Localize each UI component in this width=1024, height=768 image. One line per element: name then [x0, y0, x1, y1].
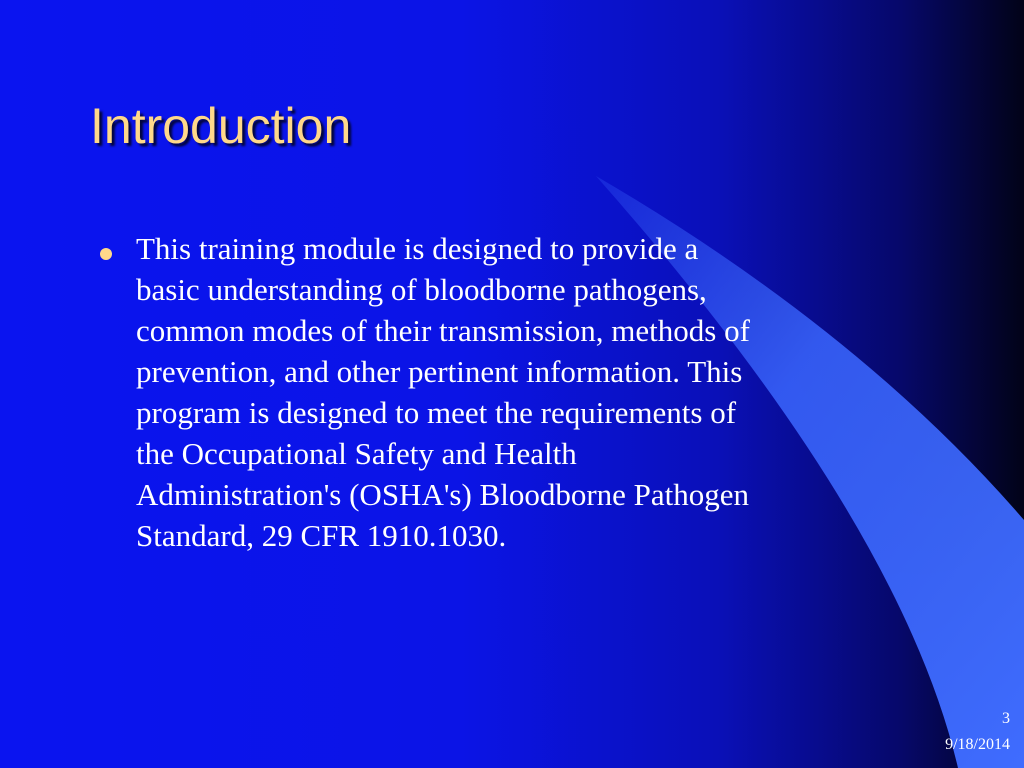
- bullet-item: [96, 228, 936, 556]
- slide-date: 9/18/2014: [945, 736, 1010, 753]
- bullet-text: This training module is designed to provide a basic understanding of bloodborne pathogens, common modes of their transmission, methods of prevention, and other pertinent information. This program is designed to meet the requirements of the Occupational Safety and Health Administration's (OSHA's) Bloodborne Pathogen Standard, 29 CFR 1910.1030.: [136, 231, 750, 553]
- slide-number: 3: [1002, 710, 1010, 727]
- bullet-icon: [100, 248, 112, 260]
- slide-title: Introduction: [90, 98, 352, 154]
